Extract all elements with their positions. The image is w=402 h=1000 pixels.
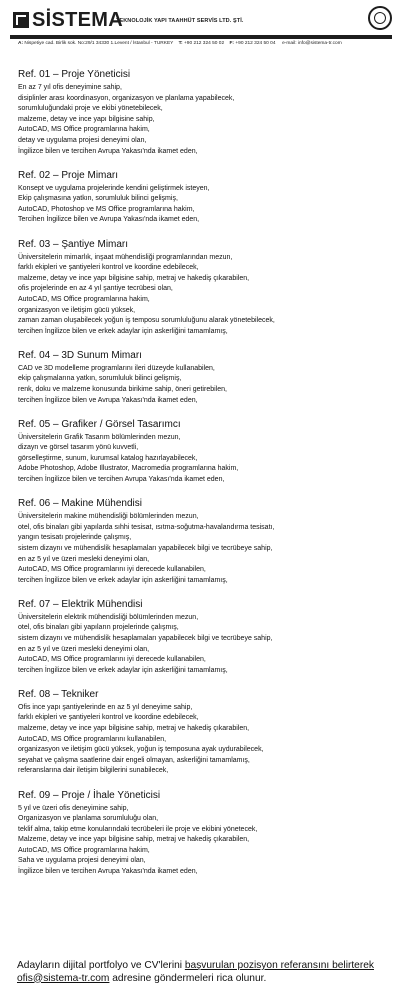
certification-seal-icon (368, 6, 392, 30)
requirement-line: yangın tesisatı projelerinde çalışmış, (18, 534, 132, 542)
requirement-line: organizasyon ve iletişim gücü yüksek, (18, 306, 136, 314)
job-requirements (18, 433, 390, 486)
job-requirements (18, 184, 390, 226)
requirement-line: tercihen İngilizce bilen ve erkek adaylar için askerliğini tamamlamış, (18, 666, 228, 674)
logo-mark (13, 12, 29, 28)
job-section (18, 239, 390, 338)
job-title: Ref. 09 – Proje / İhale Yöneticisi (18, 789, 161, 801)
address-text: Nispetiye cad. Birlik sok. No:29/1 34330 1.Levent / İstanbul - TURKEY (24, 41, 174, 46)
job-title: Ref. 08 – Tekniker (18, 688, 99, 700)
fax-label: F: (229, 41, 234, 46)
job-section (18, 790, 390, 878)
requirement-line: AutoCAD, MS Office programlarını kullanabilen, (18, 735, 167, 743)
requirement-line: Konsept ve uygulama projelerinde kendini geliştirmek isteyen, (18, 184, 210, 192)
header-divider (10, 35, 392, 39)
requirement-line: disiplinler arası koordinasyon, organizasyon ve planlama yapabilecek, (18, 94, 235, 102)
requirement-line: en az 5 yıl ve üzeri mesleki deneyimi olan, (18, 555, 150, 563)
job-listings (18, 69, 390, 890)
requirement-line: farklı ekipleri ve şantiyeleri kontrol ve koordine edebilecek, (18, 264, 199, 272)
job-title: Ref. 07 – Elektrik Mühendisi (18, 598, 143, 610)
requirement-line: 5 yıl ve üzeri ofis deneyimine sahip, (18, 804, 129, 812)
requirement-line: tercihen İngilizce bilen ve Avrupa Yakası'nda ikamet eden, (18, 396, 198, 404)
requirement-line: organizasyon ve iletişim gücü yüksek, yoğun iş temposuna ayak uydurabilecek, (18, 746, 264, 754)
requirement-line: Saha ve uygulama projesi deneyimi olan, (18, 857, 146, 865)
requirement-line: AutoCAD, MS Office programlarına hakim, (18, 846, 150, 854)
requirement-line: İngilizce bilen ve tercihen Avrupa Yakası'nda ikamet eden, (18, 147, 198, 155)
requirement-line: malzeme, detay ve ince yapı bilgisine sahip, metraj ve hakediş çıkarabilen, (18, 725, 250, 733)
job-requirements (18, 512, 390, 586)
footer-text-1: Adayların dijital portfolyo ve CV'lerini (17, 960, 185, 971)
job-title: Ref. 04 – 3D Sunum Mimarı (18, 349, 142, 361)
job-section (18, 498, 390, 586)
requirement-line: ekip çalışmalarına yatkın, sorumluluk bilinci gelişmiş, (18, 375, 182, 383)
requirement-line: Organizasyon ve planlama sorumluluğu olan, (18, 815, 159, 823)
requirement-line: Üniversitelerin elektrik mühendisliği bölümlerinden mezun, (18, 613, 199, 621)
requirement-line: Malzeme, detay ve ince yapı bilgisine sahip, metraj ve hakediş çıkarabilen, (18, 836, 250, 844)
job-section (18, 69, 390, 157)
requirement-line: renk, doku ve malzeme konusunda birikime sahip, öneri getirebilen, (18, 385, 227, 393)
requirement-line: AutoCAD, MS Office programlarına hakim, (18, 295, 150, 303)
requirement-line: AutoCAD, MS Office programlarına hakim, (18, 126, 150, 134)
address-label: A: (18, 41, 24, 46)
requirement-line: Ofis ince yapı şantiyelerinde en az 5 yıl deneyime sahip, (18, 703, 193, 711)
job-title: Ref. 06 – Makine Mühendisi (18, 498, 142, 510)
requirement-line: tercihen İngilizce bilen ve erkek adaylar için askerliğini tamamlamış, (18, 576, 228, 584)
job-section (18, 599, 390, 677)
job-requirements (18, 83, 390, 157)
job-section (18, 419, 390, 486)
fax-text: +90 212 324 50 04 (235, 41, 276, 46)
requirement-line: farklı ekipleri ve şantiyeleri kontrol ve koordine edebilecek, (18, 714, 199, 722)
company-brand: SİSTEMA (32, 9, 123, 31)
requirement-line: sorumluluğundaki proje ve ekibi yönetebilecek, (18, 105, 163, 113)
requirement-line: sistem dizaynı ve mühendislik hesaplamaları yapabilecek bilgi ve tecrübeye sahip, (18, 544, 273, 552)
requirement-line: sistem dizaynı ve mühendislik hesaplamaları yapabilecek bilgi ve tecrübeye sahip, (18, 634, 273, 642)
footer-text-2: adresine göndermeleri rica olunur. (109, 972, 267, 984)
requirement-line: referanslarına dair iletişim bilgilerini sunabilecek, (18, 767, 169, 775)
requirement-line: dizayn ve görsel tasarım yönü kuvvetli, (18, 444, 139, 452)
job-title: Ref. 01 – Proje Yöneticisi (18, 69, 131, 80)
requirement-line: Adobe Photoshop, Adobe Illustrator, Macromedia programlarına hakim, (18, 465, 239, 473)
phone-label: T: (178, 41, 183, 46)
requirement-line: malzeme, detay ve ince yapı bilgisine sahip, (18, 115, 155, 123)
job-requirements (18, 613, 390, 677)
requirement-line: detay ve uygulama projesi deneyimi olan, (18, 136, 147, 144)
requirement-line: teklif alma, takip etme konularındaki tecrübeleri ile proje ve ekibini yönetecek, (18, 825, 258, 833)
job-section (18, 689, 390, 777)
requirement-line: görselleştirme, sunum, kurumsal katalog hazırlayabilecek, (18, 454, 198, 462)
requirement-line: AutoCAD, MS Office programlarını iyi derecede kullanabilen, (18, 656, 206, 664)
requirement-line: CAD ve 3D modelleme programlarını ileri düzeyde kullanabilen, (18, 364, 215, 372)
phone-text: +90 212 324 50 02 (183, 41, 225, 46)
requirement-line: malzeme, detay ve ince yapı bilgisine sahip, metraj ve hakediş çıkarabilen, (18, 274, 250, 282)
company-subtitle: TEKNOLOJİK YAPI TAAHHÜT SERVİS LTD. ŞTİ. (116, 18, 244, 24)
job-title: Ref. 02 – Proje Mimarı (18, 169, 119, 181)
job-requirements (18, 253, 390, 338)
email-text[interactable]: e-mail: info@sistema-tr.com (282, 41, 342, 46)
requirement-line: otel, ofis binaları gibi yapıların projelerinde çalışmış, (18, 624, 179, 632)
footer-email-link[interactable]: ofis@sistema-tr.com (17, 972, 110, 984)
requirement-line: tercihen İngilizce bilen ve erkek adaylar için askerliğini tamamlamış, (18, 327, 228, 335)
requirement-line: ofis projelerinde en az 4 yıl şantiye tecrübesi olan, (18, 285, 173, 293)
job-section (18, 350, 390, 406)
footer-reference-note: başvurulan pozisyon referansını belirterek (184, 960, 374, 971)
requirement-line: Ekip çalışmasına yatkın, sorumluluk bilinci gelişmiş, (18, 195, 178, 203)
requirement-line: Üniversitelerin makine mühendisliği bölümlerinden mezun, (18, 513, 199, 521)
requirement-line: seyahat ve çalışma saatlerine dair engeli olmayan, askerliğini tamamlamış, (18, 756, 250, 764)
requirement-line: AutoCAD, Photoshop ve MS Office programlarına hakim, (18, 205, 195, 213)
job-section (18, 170, 390, 226)
requirement-line: otel, ofis binaları gibi yapılarda sıhhi tesisat, ısıtma-soğutma-havalandırma tesisatı, (18, 523, 275, 531)
job-requirements (18, 364, 390, 406)
application-note (17, 960, 395, 985)
job-requirements (18, 703, 390, 777)
requirement-line: zaman zaman oluşabilecek yoğun iş temposu sorumluluğunu alarak yönetebilecek, (18, 317, 275, 325)
requirement-line: tercihen İngilizce bilen ve tercihen Avrupa Yakası'nda ikamet eden, (18, 476, 225, 484)
requirement-line: Üniversitelerin Grafik Tasarım bölümlerinden mezun, (18, 433, 181, 441)
requirement-line: Üniversitelerin mimarlık, inşaat mühendisliği programlarından mezun, (18, 253, 233, 261)
requirement-line: İngilizce bilen ve tercihen Avrupa Yakası'nda ikamet eden, (18, 868, 198, 876)
requirement-line: Tercihen İngilizce bilen ve Avrupa Yakası'nda ikamet eden, (18, 216, 200, 224)
requirement-line: AutoCAD, MS Office programlarını iyi derecede kullanabilen, (18, 566, 206, 574)
job-title: Ref. 05 – Grafiker / Görsel Tasarımcı (18, 418, 181, 430)
letterhead (0, 0, 402, 60)
job-requirements (18, 804, 390, 878)
requirement-line: en az 5 yıl ve üzeri mesleki deneyimi olan, (18, 645, 150, 653)
job-title: Ref. 03 – Şantiye Mimarı (18, 238, 129, 250)
contact-line (18, 41, 388, 46)
requirement-line: En az 7 yıl ofis deneyimine sahip, (18, 84, 122, 91)
